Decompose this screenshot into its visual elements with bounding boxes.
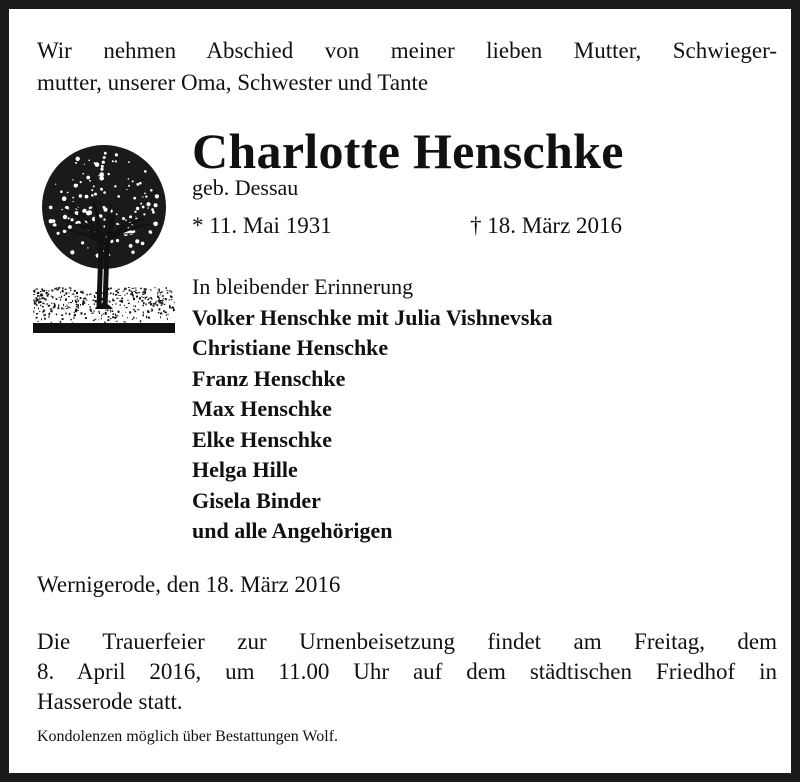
birth-date: * 11. Mai 1931	[192, 213, 332, 238]
death-date: † 18. März 2016	[470, 213, 623, 238]
mourners-heading: In bleibender Erinnerung	[192, 274, 414, 299]
deceased-name: Charlotte Henschke	[192, 123, 624, 179]
intro-line-1: Wir nehmen Abschied von meiner lieben Mutter, Schwieger-	[37, 38, 777, 63]
mourner-name: Max Henschke	[192, 396, 332, 421]
mourner-name: Christiane Henschke	[192, 335, 389, 360]
service-line-2: 8. April 2016, um 11.00 Uhr auf dem städtischen Friedhof in	[37, 659, 777, 684]
maiden-name: geb. Dessau	[192, 175, 299, 200]
mourner-name: Franz Henschke	[192, 365, 346, 391]
service-line-1: Die Trauerfeier zur Urnenbeisetzung findet am Freitag, dem	[37, 629, 777, 654]
intro-line-2: mutter, unserer Oma, Schwester und Tante	[37, 70, 429, 95]
mourner-name: Volker Henschke mit Julia Vishnevska	[192, 304, 553, 330]
condolence-note: Kondolenzen möglich über Bestattungen Wolf.	[37, 728, 339, 745]
mourner-name: Helga Hille	[192, 457, 298, 482]
mourner-name: und alle Angehörigen	[192, 518, 393, 543]
tree-icon	[33, 137, 175, 333]
mourner-name: Gisela Binder	[192, 487, 321, 513]
service-line-3: Hasserode statt.	[37, 689, 183, 714]
mourners-block	[192, 272, 553, 547]
mourner-name: Elke Henschke	[192, 426, 332, 452]
intro-text	[37, 35, 777, 99]
place-date: Wernigerode, den 18. März 2016	[37, 572, 341, 597]
service-text	[37, 627, 777, 717]
